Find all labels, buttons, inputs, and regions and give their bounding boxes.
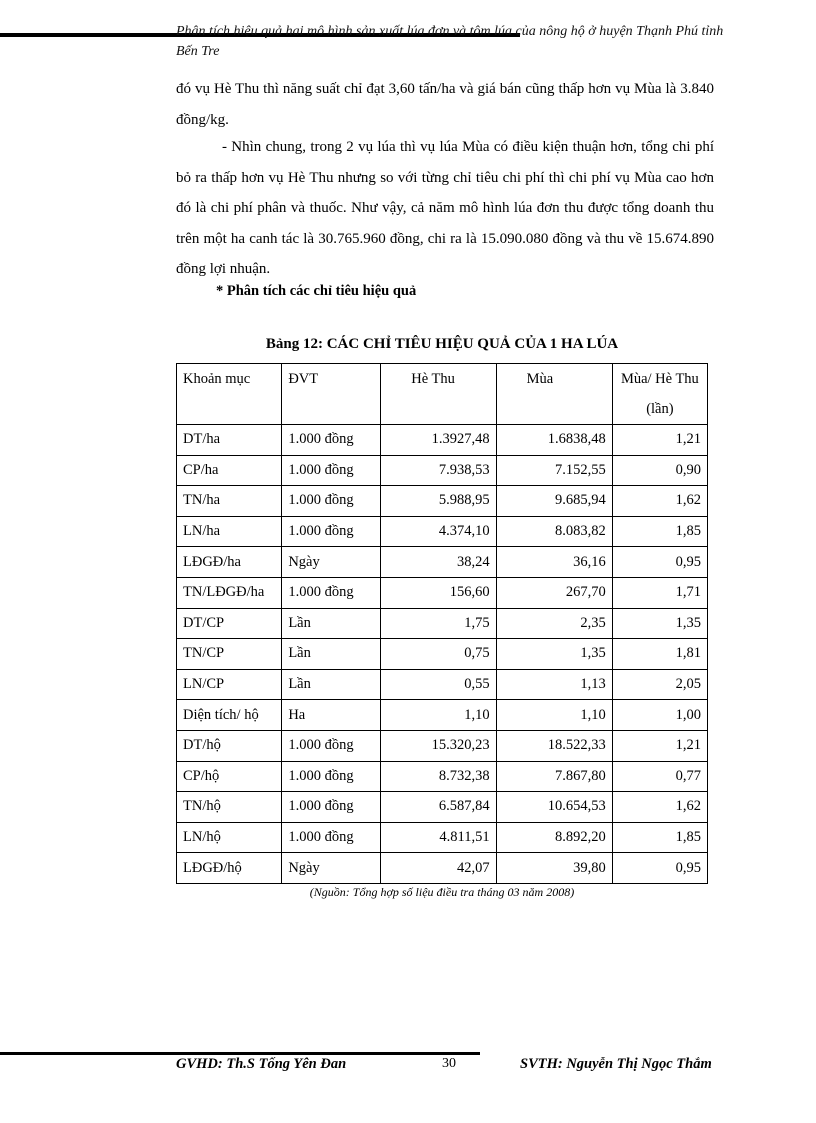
efficiency-table	[176, 363, 708, 884]
table-cell: 1.000 đồng	[282, 792, 381, 823]
table-cell: Ngày	[282, 547, 381, 578]
table-cell: 1.000 đồng	[282, 822, 381, 853]
table-cell: 36,16	[496, 547, 612, 578]
table-cell: 7.152,55	[496, 455, 612, 486]
table-cell: 0,75	[381, 639, 496, 670]
table-cell: 0,95	[612, 547, 707, 578]
table-row	[177, 547, 708, 578]
table-cell: 1,13	[496, 669, 612, 700]
table-cell: 1,81	[612, 639, 707, 670]
header-cell-unit: ĐVT	[282, 364, 381, 425]
table-cell: 1.000 đồng	[282, 516, 381, 547]
table-cell: 1.000 đồng	[282, 761, 381, 792]
header-cell-ratio: Mùa/ Hè Thu (lần)	[612, 364, 707, 425]
table-cell: CP/ha	[177, 455, 282, 486]
table-cell: 2,35	[496, 608, 612, 639]
table-cell: CP/hộ	[177, 761, 282, 792]
paragraph-2: - Nhìn chung, trong 2 vụ lúa thì vụ lúa Mùa có điều kiện thuận hơn, tổng chi phí bỏ ra thấp hơn vụ Hè Thu nhưng so với từng chỉ tiêu chi phí thì chi phí vụ Mùa cao hơn đó là chi phí phân và thuốc. Như vậy, cả năm mô hình lúa đơn thu được tổng doanh thu trên một ha canh tác là 30.765.960 đồng, chi ra là 15.090.080 đồng và thu về 15.674.890 đồng lợi nhuận.	[176, 139, 714, 277]
table-cell: Ngày	[282, 853, 381, 884]
table-cell: LN/ha	[177, 516, 282, 547]
table-cell: 18.522,33	[496, 730, 612, 761]
table-cell: 1,35	[612, 608, 707, 639]
table-cell: 0,77	[612, 761, 707, 792]
header-cell-item: Khoản mục	[177, 364, 282, 425]
table-cell: 5.988,95	[381, 486, 496, 517]
table-cell: DT/ha	[177, 425, 282, 456]
table-source: (Nguồn: Tổng hợp số liệu điều tra tháng 03 năm 2008)	[309, 885, 575, 899]
table-cell: 7.938,53	[381, 455, 496, 486]
table-row	[177, 425, 708, 456]
table-cell: 1,21	[612, 425, 707, 456]
page-number: 30	[442, 1056, 456, 1071]
table-cell: 1.3927,48	[381, 425, 496, 456]
table-cell: 42,07	[381, 853, 496, 884]
table-cell: Lần	[282, 639, 381, 670]
table-cell: 8.083,82	[496, 516, 612, 547]
table-cell: 15.320,23	[381, 730, 496, 761]
table-cell: 1,62	[612, 792, 707, 823]
table-cell: 8.892,20	[496, 822, 612, 853]
table-cell: 1,62	[612, 486, 707, 517]
table-row	[177, 792, 708, 823]
table-cell: TN/ha	[177, 486, 282, 517]
table-cell: 1.000 đồng	[282, 425, 381, 456]
table-cell: LĐGĐ/hộ	[177, 853, 282, 884]
table-cell: 8.732,38	[381, 761, 496, 792]
running-header: Phân tích hiệu quả hai mô hình sản xuất lúa đơn và tôm lúa của nông hộ ở huyện Thạnh Phú tỉnh Bến Tre	[176, 24, 724, 59]
table-row	[177, 608, 708, 639]
table-row	[177, 853, 708, 884]
table-cell: Ha	[282, 700, 381, 731]
table-cell: 1.000 đồng	[282, 455, 381, 486]
table-cell: 1.000 đồng	[282, 730, 381, 761]
table-cell: TN/LĐGĐ/ha	[177, 577, 282, 608]
table-cell: 2,05	[612, 669, 707, 700]
table-cell: 1,00	[612, 700, 707, 731]
table-cell: 1,85	[612, 516, 707, 547]
table-row	[177, 700, 708, 731]
table-cell: DT/CP	[177, 608, 282, 639]
table-cell: 0,90	[612, 455, 707, 486]
table-cell: 39,80	[496, 853, 612, 884]
table-cell: 1,71	[612, 577, 707, 608]
table-cell: LĐGĐ/ha	[177, 547, 282, 578]
table-cell: 0,55	[381, 669, 496, 700]
table-cell: 1,75	[381, 608, 496, 639]
table-cell: LN/hộ	[177, 822, 282, 853]
table-cell: TN/CP	[177, 639, 282, 670]
table-row	[177, 730, 708, 761]
table-cell: 1.000 đồng	[282, 577, 381, 608]
table-cell: 156,60	[381, 577, 496, 608]
table-cell: 0,95	[612, 853, 707, 884]
table-cell: Lần	[282, 608, 381, 639]
table-header-row	[177, 364, 708, 425]
table-cell: 6.587,84	[381, 792, 496, 823]
table-cell: 38,24	[381, 547, 496, 578]
table-cell: 9.685,94	[496, 486, 612, 517]
table-cell: 1,10	[496, 700, 612, 731]
table-cell: TN/hộ	[177, 792, 282, 823]
table-cell: LN/CP	[177, 669, 282, 700]
table-row	[177, 577, 708, 608]
table-row	[177, 669, 708, 700]
table-row	[177, 761, 708, 792]
table-cell: 267,70	[496, 577, 612, 608]
paragraph-1: đó vụ Hè Thu thì năng suất chỉ đạt 3,60 tấn/ha và giá bán cũng thấp hơn vụ Mùa là 3.840 đồng/kg.	[176, 81, 714, 128]
table-body	[177, 425, 708, 884]
table-cell: 1,21	[612, 730, 707, 761]
table-row	[177, 455, 708, 486]
table-cell: 1,85	[612, 822, 707, 853]
table-caption: Bảng 12: CÁC CHỈ TIÊU HIỆU QUẢ CỦA 1 HA LÚA	[265, 336, 619, 352]
table-cell: 1.000 đồng	[282, 486, 381, 517]
table-cell: 4.374,10	[381, 516, 496, 547]
footer-student: SVTH: Nguyễn Thị Ngọc Thắm	[520, 1056, 712, 1072]
table-cell: Lần	[282, 669, 381, 700]
header-cell-he-thu: Hè Thu	[381, 364, 496, 425]
table-cell: 1,35	[496, 639, 612, 670]
footer-rule	[0, 1052, 480, 1055]
header-cell-mua: Mùa	[496, 364, 612, 425]
table-cell: 7.867,80	[496, 761, 612, 792]
table-cell: 1.6838,48	[496, 425, 612, 456]
table-cell: 4.811,51	[381, 822, 496, 853]
table-cell: 1,10	[381, 700, 496, 731]
table-cell: DT/hộ	[177, 730, 282, 761]
table-row	[177, 516, 708, 547]
table-row	[177, 822, 708, 853]
table-row	[177, 639, 708, 670]
table-cell: Diện tích/ hộ	[177, 700, 282, 731]
table-row	[177, 486, 708, 517]
section-heading: * Phân tích các chỉ tiêu hiệu quả	[216, 283, 417, 299]
footer-supervisor: GVHD: Th.S Tống Yên Đan	[176, 1056, 347, 1072]
table-cell: 10.654,53	[496, 792, 612, 823]
